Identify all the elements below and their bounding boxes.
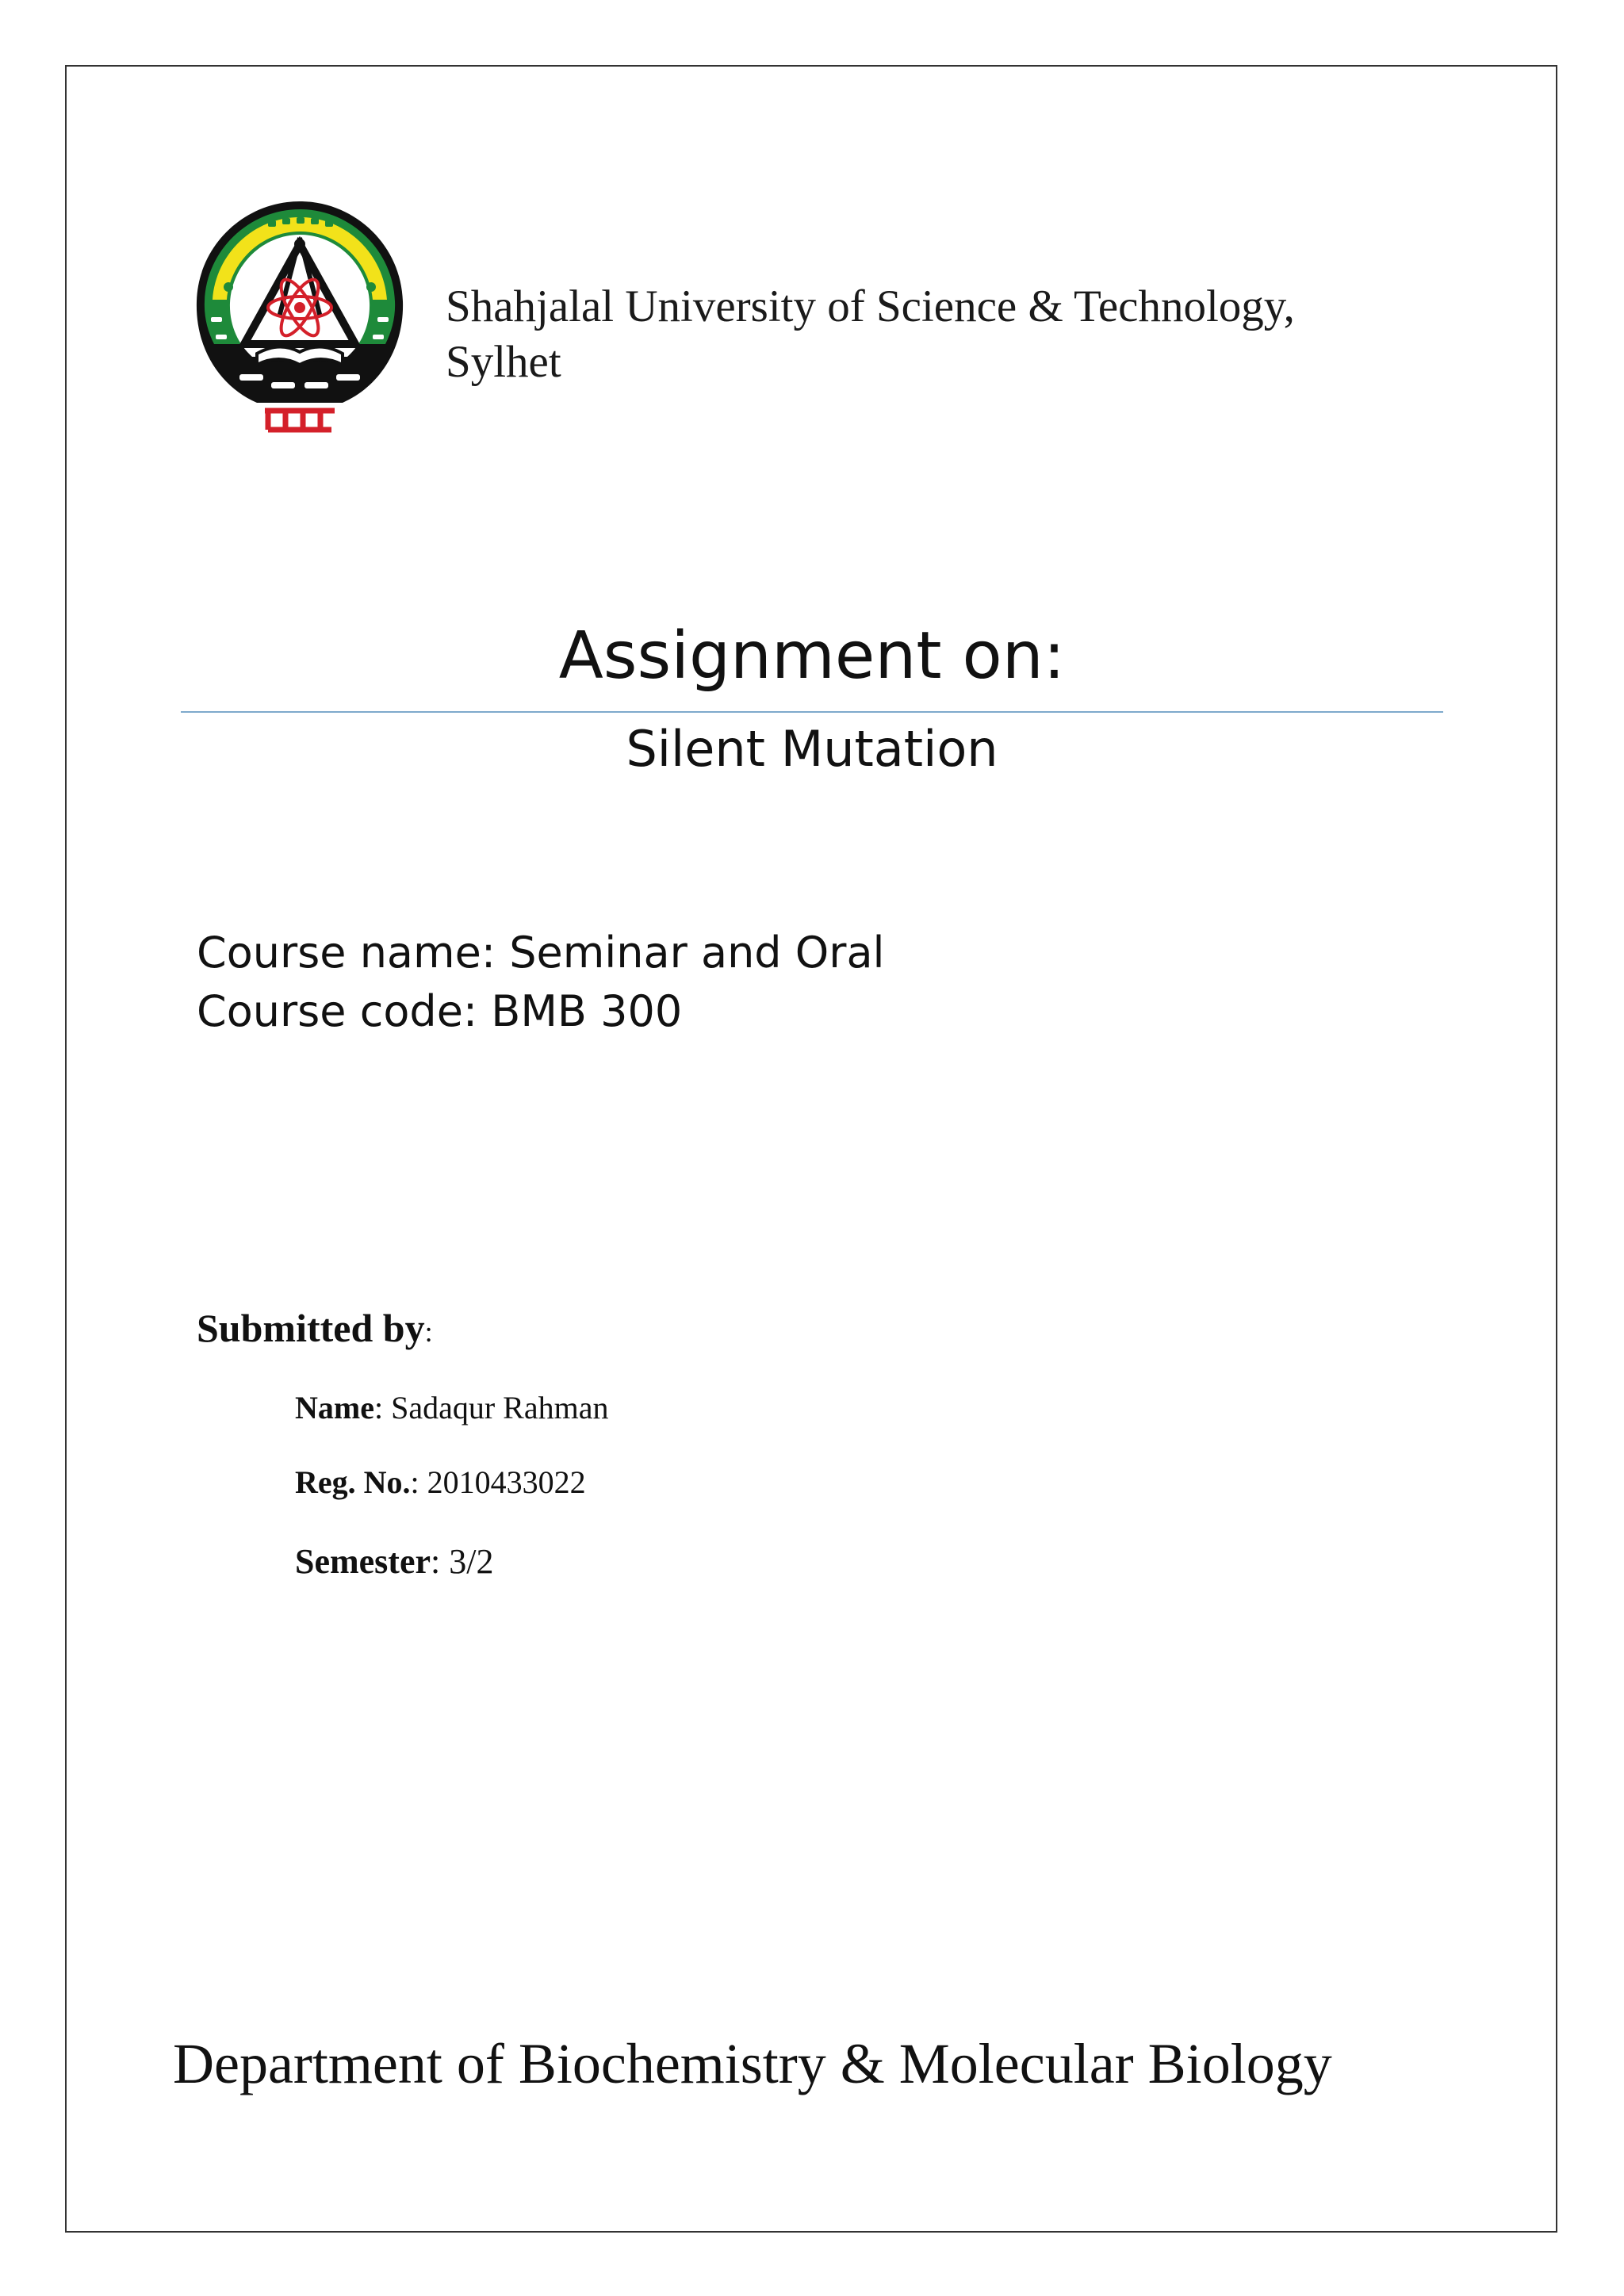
registration-number-line bbox=[295, 1460, 586, 1505]
semester-label: Semester bbox=[295, 1542, 431, 1581]
university-seal-logo bbox=[192, 198, 408, 442]
semester-value: : 3/2 bbox=[431, 1542, 494, 1581]
registration-number-label: Reg. No. bbox=[295, 1464, 411, 1500]
student-name-line bbox=[295, 1386, 608, 1430]
university-line-1: Shahjalal University of Science & Technology, bbox=[446, 281, 1295, 331]
course-code-value: BMB 300 bbox=[491, 986, 683, 1036]
university-name bbox=[446, 279, 1477, 390]
course-name-label: Course name: bbox=[197, 928, 510, 978]
submitted-by-colon: : bbox=[424, 1316, 433, 1348]
assignment-title: Assignment on: bbox=[558, 618, 1066, 694]
course-name-value: Seminar and Oral bbox=[509, 928, 885, 978]
course-code-label: Course code: bbox=[197, 986, 492, 1036]
course-info bbox=[197, 924, 885, 1041]
department-name: Department of Biochemistry & Molecular Biology bbox=[173, 2032, 1332, 2095]
student-name-label: Name bbox=[295, 1390, 374, 1425]
semester-line bbox=[295, 1540, 493, 1584]
course-name-line bbox=[197, 924, 885, 982]
student-name-value: : Sadaqur Rahman bbox=[373, 1390, 609, 1425]
submitted-by-label: Submitted by bbox=[197, 1306, 425, 1350]
title-divider bbox=[181, 711, 1443, 713]
submitted-by-heading bbox=[197, 1300, 433, 1360]
course-code-line bbox=[197, 982, 885, 1041]
assignment-topic: Silent Mutation bbox=[626, 720, 998, 778]
registration-number-value: : 2010433022 bbox=[410, 1464, 586, 1500]
university-line-2: Sylhet bbox=[446, 337, 561, 387]
